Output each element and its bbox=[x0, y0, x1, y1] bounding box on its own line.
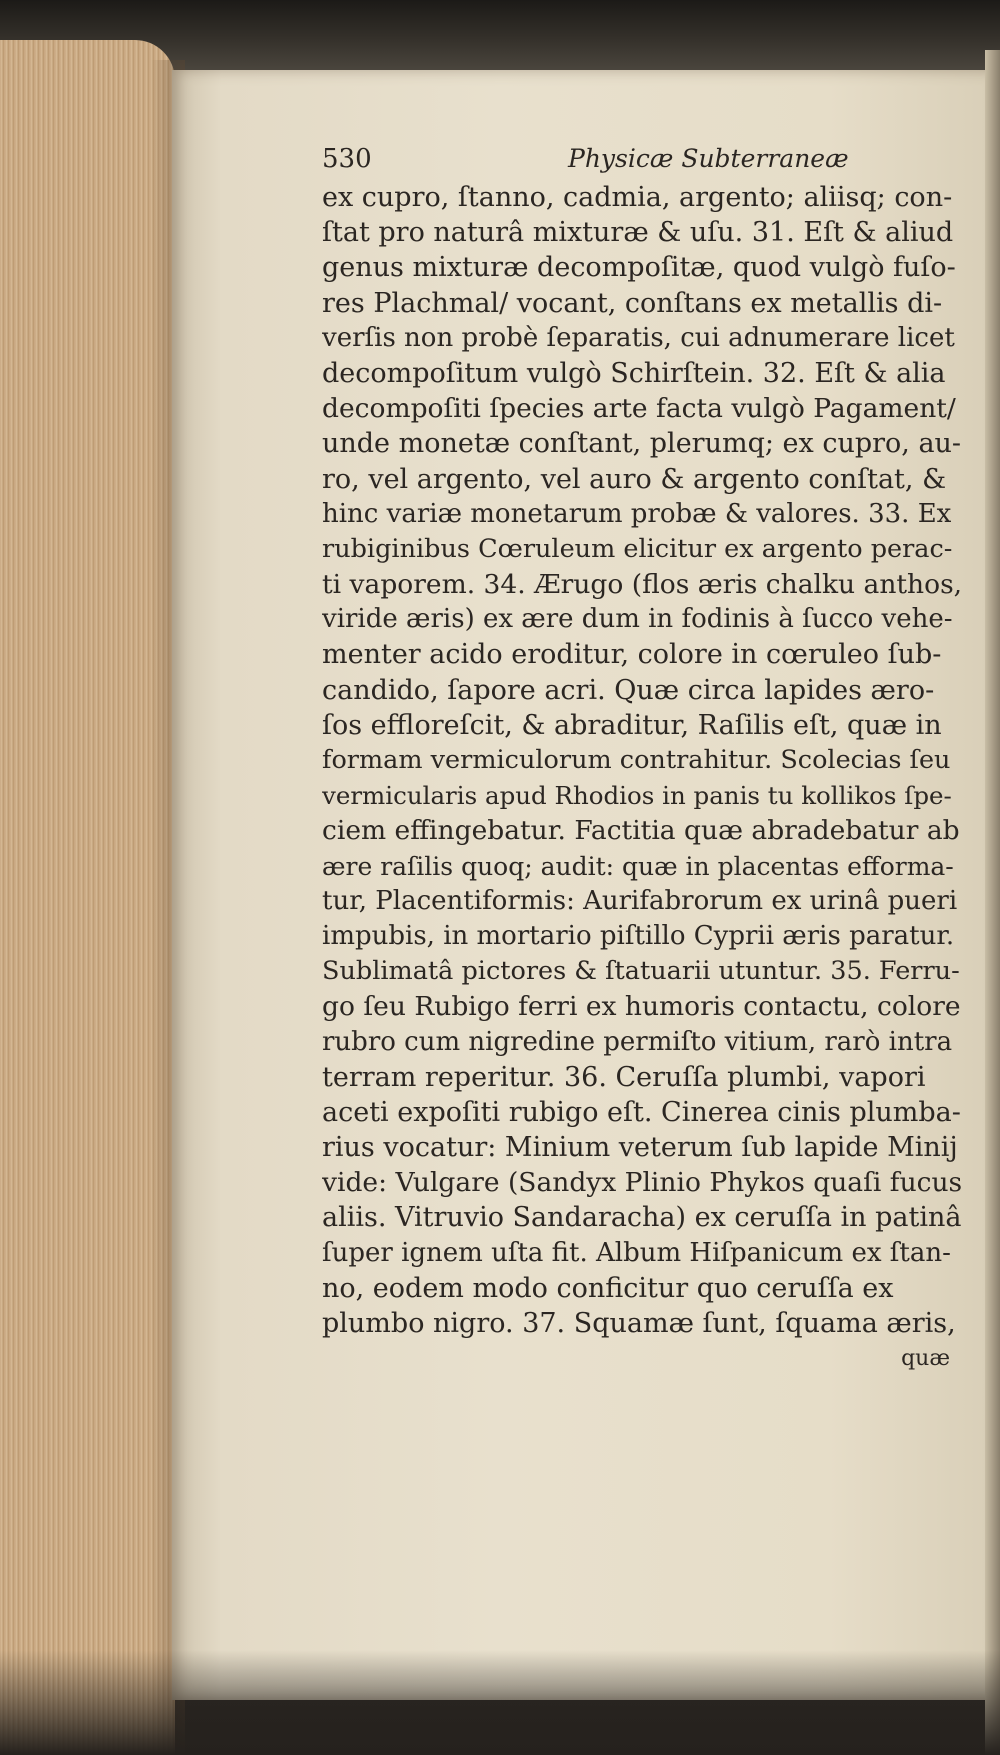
text-line: no, eodem modo conficitur quo ceruſſa ex bbox=[322, 1272, 894, 1304]
text-line: ſuper ignem uſta fit. Album Hiſpanicum ex ſtan- bbox=[322, 1237, 951, 1268]
bottom-shadow bbox=[0, 1650, 1000, 1755]
text-line: hinc variæ monetarum probæ & valores. 33. Ex bbox=[322, 498, 952, 529]
text-line: rubiginibus Cœruleum elicitur ex argento perac- bbox=[322, 533, 953, 564]
text-line: menter acido eroditur, colore in cœruleo ſub- bbox=[322, 639, 942, 671]
text-line: ſos effloreſcit, & abraditur, Raſilis eſt, quæ in bbox=[322, 709, 942, 741]
text-line: viride æris) ex ære dum in fodinis à ſucco vehe- bbox=[322, 604, 953, 635]
text-line: unde monetæ conſtant, plerumq; ex cupro, au- bbox=[322, 428, 962, 460]
text-line: ro, vel argento, vel auro & argento conſtat, & bbox=[322, 463, 947, 495]
text-line: ex cupro, ſtanno, cadmia, argento; aliisq; con- bbox=[322, 182, 953, 213]
page-header bbox=[322, 138, 962, 180]
page-text bbox=[322, 138, 962, 1376]
facing-page-edge bbox=[985, 50, 1000, 1755]
text-line: genus mixturæ decompoſitæ, quod vulgò fuſo- bbox=[322, 252, 956, 284]
catchword: quæ bbox=[901, 1346, 950, 1372]
running-head: Physicæ Subterraneæ bbox=[568, 144, 849, 173]
text-line: rubro cum nigredine permiſto vitium, rarò intra bbox=[322, 1026, 953, 1057]
text-line: go ſeu Rubigo ferri ex humoris contactu, colore bbox=[322, 991, 961, 1023]
text-line: vermicularis apud Rhodios in panis tu kollikos ſpe- bbox=[322, 781, 952, 811]
text-line: Sublimatâ pictores & ſtatuarii utuntur. 35. Ferru- bbox=[322, 956, 960, 987]
text-line: rius vocatur: Minium veterum ſub lapide Minij bbox=[322, 1132, 958, 1164]
text-line: vide: Vulgare (Sandyx Plinio Phykos quaſi fucus bbox=[322, 1167, 962, 1199]
text-line: aliis. Vitruvio Sandaracha) ex ceruſſa in patinâ bbox=[322, 1202, 962, 1234]
text-line: ſtat pro naturâ mixturæ & uſu. 31. Eſt & aliud bbox=[322, 217, 954, 249]
text-line: candido, ſapore acri. Quæ circa lapides æro- bbox=[322, 674, 935, 706]
text-line: plumbo nigro. 37. Squamæ ſunt, ſquama æris, bbox=[322, 1308, 956, 1339]
page-block-edge bbox=[0, 40, 175, 1755]
text-line: aceti expoſiti rubigo eſt. Cinerea cinis plumba- bbox=[322, 1096, 961, 1128]
text-line: impubis, in mortario piſtillo Cyprii æris paratur. bbox=[322, 920, 955, 951]
text-line: decompoſiti ſpecies arte facta vulgò Pagament/ bbox=[322, 393, 956, 425]
text-line: formam vermiculorum contrahitur. Scolecias ſeu bbox=[322, 745, 951, 775]
text-line: ciem effingebatur. Factitia quæ abradebatur ab bbox=[322, 815, 960, 847]
text-line: tur, Placentiformis: Aurifabrorum ex urinâ pueri bbox=[322, 885, 958, 916]
text-line: decompoſitum vulgò Schirſtein. 32. Eſt & alia bbox=[322, 357, 946, 389]
text-line: terram reperitur. 36. Ceruſſa plumbi, vapori bbox=[322, 1061, 926, 1093]
page-number: 530 bbox=[322, 144, 372, 174]
text-line: res Plachmal/ vocant, conſtans ex metallis di- bbox=[322, 287, 943, 319]
text-line: ære raſilis quoq; audit: quæ in placentas efforma- bbox=[322, 851, 954, 881]
text-line: ti vaporem. 34. Ærugo (flos æris chalku anthos, bbox=[322, 569, 962, 601]
text-line: verſis non probè ſeparatis, cui adnumerare licet bbox=[322, 322, 955, 353]
